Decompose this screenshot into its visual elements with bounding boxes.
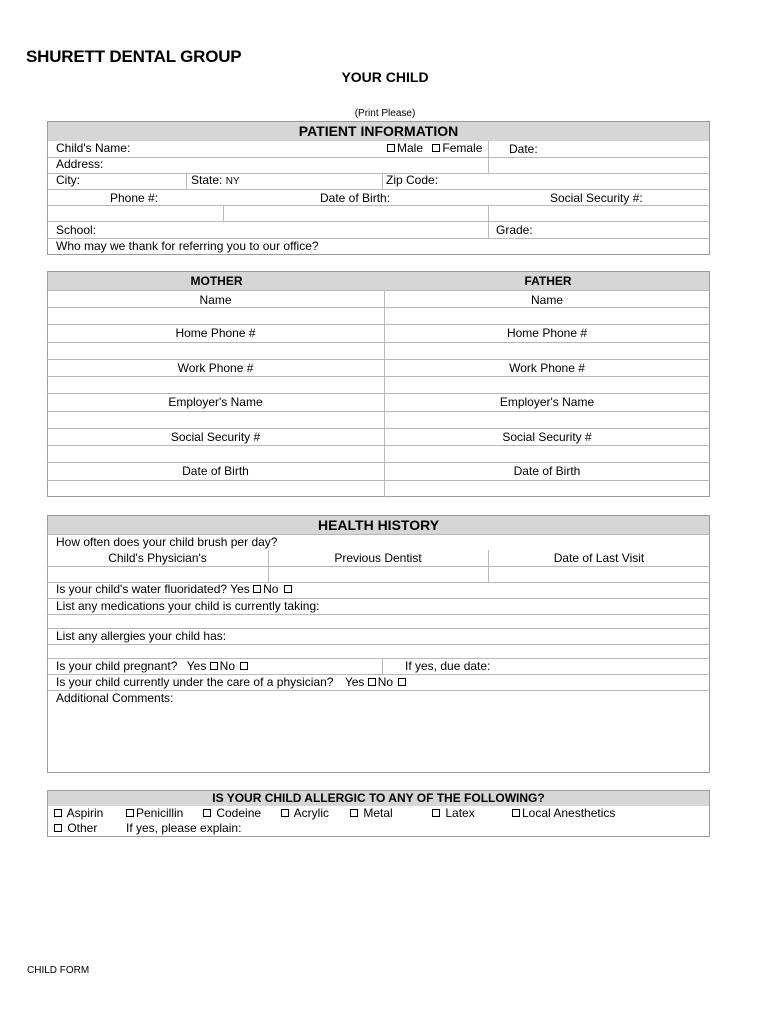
allergy-metal: Metal <box>350 806 393 820</box>
local-anesthetics-checkbox[interactable] <box>512 809 520 817</box>
physician-care-question: Is your child currently under the care of a physician? Yes No <box>56 675 408 689</box>
address-label: Address: <box>56 157 104 171</box>
father-title: FATHER <box>524 274 572 288</box>
mother-work-phone-label: Work Phone # <box>177 361 254 375</box>
care-no-checkbox[interactable] <box>398 678 406 686</box>
fluoridated-yes-checkbox[interactable] <box>253 585 261 593</box>
form-title: YOUR CHILD <box>341 69 429 85</box>
date-label: Date: <box>509 142 538 156</box>
codeine-checkbox[interactable] <box>203 809 211 817</box>
female-label: Female <box>442 141 483 155</box>
acrylic-checkbox[interactable] <box>281 809 289 817</box>
childs-name-label: Child's Name: <box>56 141 131 155</box>
allergy-latex: Latex <box>432 806 475 820</box>
ssn-label: Social Security #: <box>550 191 643 205</box>
father-work-phone-label: Work Phone # <box>509 361 585 375</box>
father-name-label: Name <box>530 293 563 307</box>
male-label: Male <box>397 141 424 155</box>
patient-information-section <box>47 121 710 255</box>
pregnant-no-checkbox[interactable] <box>240 662 248 670</box>
allergy-codeine: Codeine <box>203 806 261 820</box>
previous-dentist-label: Previous Dentist <box>334 551 422 565</box>
patient-section-title: PATIENT INFORMATION <box>48 122 709 141</box>
additional-comments-label: Additional Comments: <box>56 691 174 705</box>
state-label: State: NY <box>191 173 240 187</box>
due-date-label: If yes, due date: <box>405 659 491 673</box>
allergy-acrylic: Acrylic <box>281 806 329 820</box>
phone-label: Phone #: <box>110 191 159 205</box>
brush-label: How often does your child brush per day? <box>56 535 278 549</box>
physician-label: Child's Physician's <box>108 551 207 565</box>
father-employer-label: Employer's Name <box>499 395 595 409</box>
mother-dob-label: Date of Birth <box>182 464 249 478</box>
metal-checkbox[interactable] <box>350 809 358 817</box>
health-section-title: HEALTH HISTORY <box>48 516 709 535</box>
aspirin-checkbox[interactable] <box>54 809 62 817</box>
allergy-local-anesthetics: Local Anesthetics <box>512 806 615 820</box>
allergies-label: List any allergies your child has: <box>56 629 227 643</box>
mother-ssn-label: Social Security # <box>170 430 261 444</box>
care-yes-checkbox[interactable] <box>368 678 376 686</box>
mother-name-label: Name <box>199 293 232 307</box>
fluoridated-question: Is your child's water fluoridated? Yes No <box>56 582 294 596</box>
penicillin-checkbox[interactable] <box>126 809 134 817</box>
allergy-other: Other <box>54 821 97 835</box>
referral-label: Who may we thank for referring you to our office? <box>56 239 319 253</box>
practice-name: SHURETT DENTAL GROUP <box>26 47 242 66</box>
allergy-aspirin: Aspirin <box>54 806 103 820</box>
allergy-section-title: IS YOUR CHILD ALLERGIC TO ANY OF THE FOLLOWING? <box>48 791 709 806</box>
male-checkbox[interactable] <box>387 144 395 152</box>
female-checkbox[interactable] <box>432 144 440 152</box>
mother-employer-label: Employer's Name <box>168 395 263 409</box>
school-label: School: <box>56 223 97 237</box>
grade-label: Grade: <box>496 223 533 237</box>
father-dob-label: Date of Birth <box>513 464 581 478</box>
form-code: CHILD FORM <box>27 965 90 976</box>
sex-options <box>387 141 482 155</box>
city-label: City: <box>56 173 80 187</box>
allergy-penicillin: Penicillin <box>126 806 183 820</box>
other-checkbox[interactable] <box>54 824 62 832</box>
medications-label: List any medications your child is currently taking: <box>56 599 320 613</box>
pregnant-question: Is your child pregnant? Yes No <box>56 659 250 673</box>
pregnant-yes-checkbox[interactable] <box>210 662 218 670</box>
print-note: (Print Please) <box>354 108 416 119</box>
zip-label: Zip Code: <box>386 173 439 187</box>
mother-title: MOTHER <box>190 274 243 288</box>
parents-header-bar <box>48 272 709 291</box>
allergy-explain-label: If yes, please explain: <box>126 821 242 835</box>
dob-label: Date of Birth: <box>320 191 391 205</box>
fluoridated-no-checkbox[interactable] <box>284 585 292 593</box>
father-ssn-label: Social Security # <box>502 430 592 444</box>
father-home-phone-label: Home Phone # <box>506 326 588 340</box>
mother-home-phone-label: Home Phone # <box>175 326 256 340</box>
latex-checkbox[interactable] <box>432 809 440 817</box>
state-value: NY <box>225 176 240 187</box>
last-visit-label: Date of Last Visit <box>553 551 645 565</box>
